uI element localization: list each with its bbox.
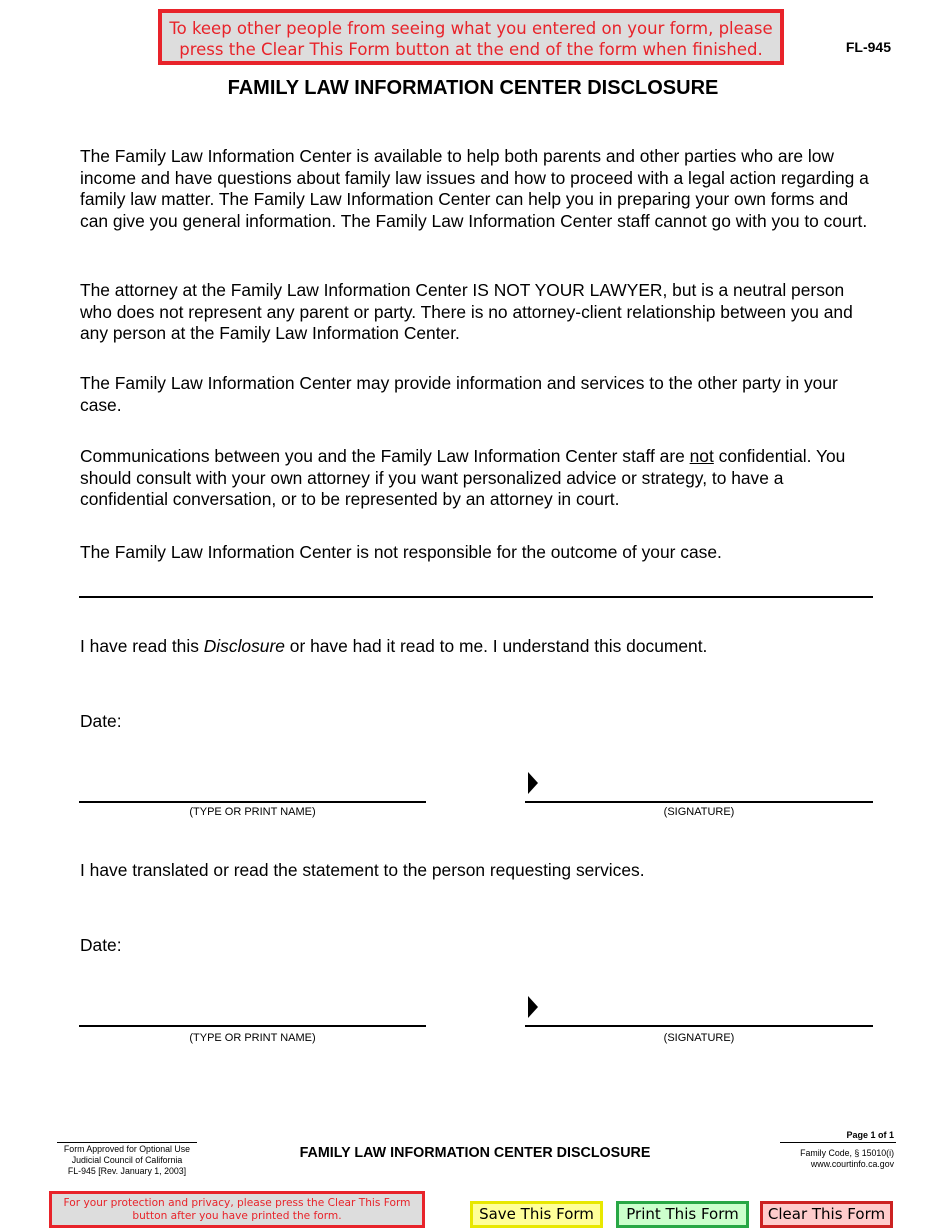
name-caption-2: (TYPE OR PRINT NAME) bbox=[189, 1032, 316, 1044]
form-number: FL-945 bbox=[845, 39, 891, 55]
ack-text-1: I have read this bbox=[80, 636, 204, 656]
bottom-notice-line-1: For your protection and privacy, please press the Clear This Form bbox=[63, 1197, 411, 1209]
signature-field-2[interactable] bbox=[525, 1025, 873, 1027]
acknowledgement-statement bbox=[80, 636, 870, 658]
signature-caption-2: (SIGNATURE) bbox=[663, 1032, 735, 1044]
name-field-2[interactable] bbox=[79, 1025, 426, 1027]
paragraph-not-your-lawyer: The attorney at the Family Law Information Center IS NOT YOUR LAWYER, but is a neutral person who does not represent any parent or party. There is no attorney-client relationship between you and any person at the Family Law Information Center. bbox=[80, 280, 853, 343]
signature-field-1[interactable] bbox=[525, 801, 873, 803]
confidentiality-text-1: Communications between you and the Family Law Information Center staff are bbox=[80, 446, 690, 466]
footer-council: Judicial Council of California bbox=[71, 1155, 183, 1165]
footer-revision: FL-945 [Rev. January 1, 2003] bbox=[67, 1166, 187, 1176]
paragraph-responsibility: The Family Law Information Center is not responsible for the outcome of your case. bbox=[80, 542, 722, 562]
privacy-notice-line-2: press the Clear This Form button at the end of the form when finished. bbox=[179, 40, 763, 59]
ack-italic: Disclosure bbox=[203, 636, 285, 656]
signature-arrow-icon bbox=[528, 996, 538, 1018]
page-title: FAMILY LAW INFORMATION CENTER DISCLOSURE bbox=[227, 77, 719, 99]
paragraph-services: The Family Law Information Center is available to help both parents and other parties who are low income and have questions about family law issues and how to proceed with a legal action regarding a family law matter. The Family Law Information Center can help you in preparing your own forms and can give you general information. The Family Law Information Center staff cannot go with you to court. bbox=[80, 146, 869, 231]
ack-text-2: or have had it read to me. I understand this document. bbox=[284, 636, 708, 656]
date-label-1: Date: bbox=[80, 711, 122, 731]
footer-approval: Form Approved for Optional Use bbox=[63, 1144, 191, 1154]
bottom-notice-line-2: button after you have printed the form. bbox=[132, 1210, 342, 1222]
name-field-1[interactable] bbox=[79, 801, 426, 803]
footer-rule-left bbox=[57, 1142, 197, 1143]
signature-arrow-icon bbox=[528, 772, 538, 794]
footer-code-reference: Family Code, § 15010(i) bbox=[800, 1148, 894, 1158]
footer-rule-right bbox=[780, 1142, 896, 1143]
clear-form-button[interactable]: Clear This Form bbox=[760, 1201, 893, 1228]
privacy-notice-line-1: To keep other people from seeing what you entered on your form, please bbox=[169, 19, 773, 38]
footer-form-info bbox=[57, 1144, 197, 1177]
footer-references bbox=[694, 1148, 894, 1170]
paragraph-other-party: The Family Law Information Center may provide information and services to the other party in your case. bbox=[80, 373, 838, 415]
footer-website: www.courtinfo.ca.gov bbox=[810, 1159, 894, 1169]
privacy-notice-top bbox=[158, 9, 784, 65]
print-form-button[interactable]: Print This Form bbox=[616, 1201, 749, 1228]
privacy-notice-bottom bbox=[49, 1191, 425, 1228]
save-form-button[interactable]: Save This Form bbox=[470, 1201, 603, 1228]
section-divider bbox=[79, 596, 873, 598]
translator-statement: I have translated or read the statement to the person requesting services. bbox=[80, 860, 645, 880]
name-caption-1: (TYPE OR PRINT NAME) bbox=[189, 806, 316, 818]
date-label-2: Date: bbox=[80, 935, 122, 955]
page-number: Page 1 of 1 bbox=[846, 1130, 894, 1140]
confidentiality-emphasis: not bbox=[689, 446, 714, 466]
footer-title: FAMILY LAW INFORMATION CENTER DISCLOSURE bbox=[299, 1145, 651, 1161]
paragraph-confidentiality bbox=[80, 446, 870, 511]
signature-caption-1: (SIGNATURE) bbox=[663, 806, 735, 818]
confidentiality-text-2: confidential. You should consult with your own attorney if you want personalized advice or strategy, to have a confidential conversation, or to be represented by an attorney in court. bbox=[80, 446, 846, 509]
